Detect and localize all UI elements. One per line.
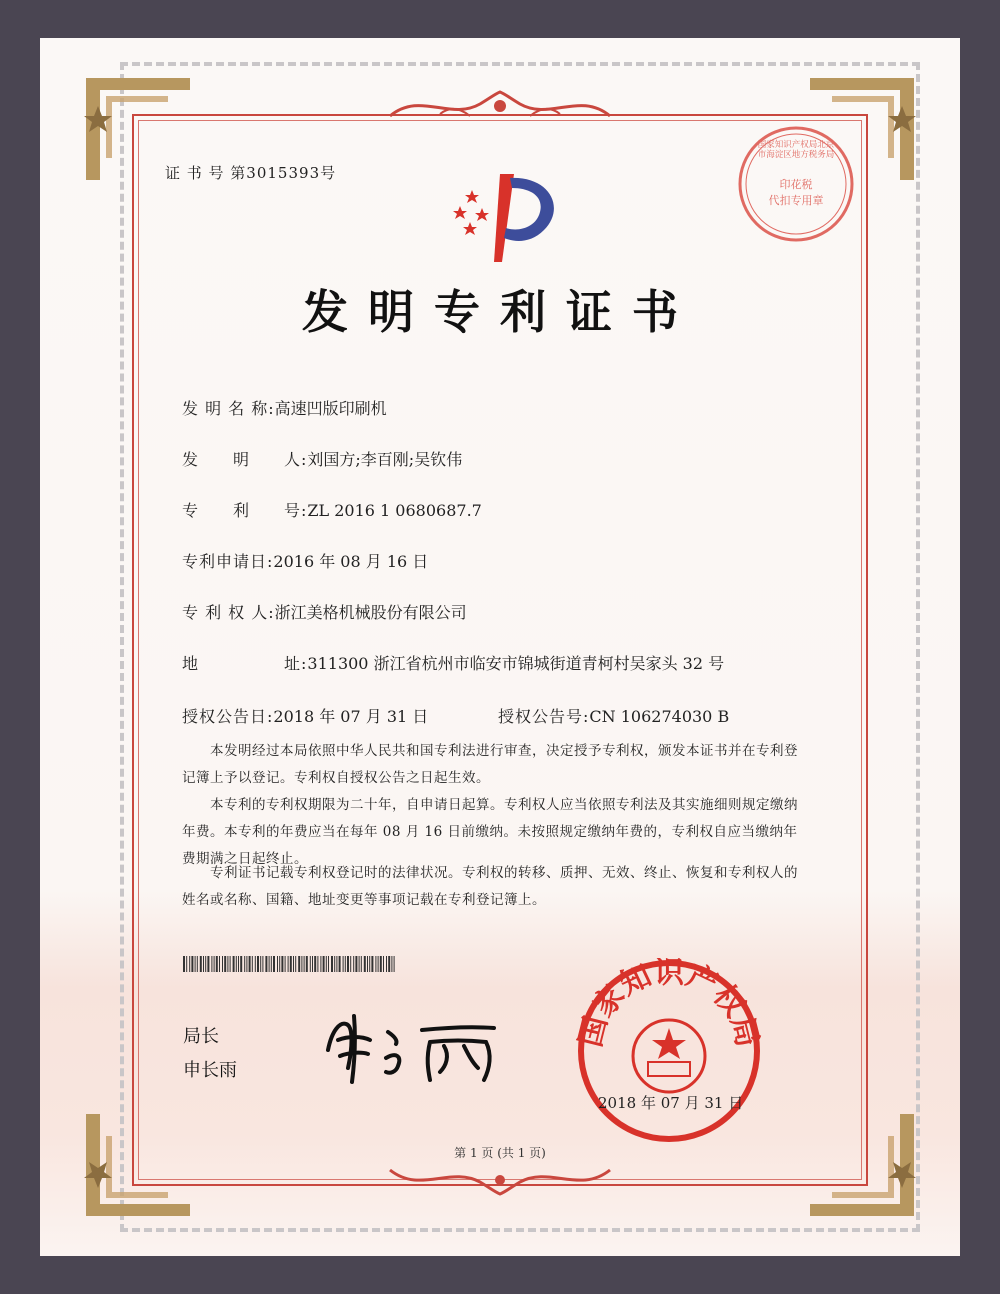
barcode-bar	[301, 956, 302, 972]
tax-stamp-line2: 代扣专用章	[768, 194, 824, 207]
grant-date-row	[182, 704, 428, 727]
barcode-bar	[314, 956, 316, 972]
barcode-bar	[320, 956, 321, 972]
signature-role: 局长	[183, 1026, 219, 1047]
paragraph-2: 本专利的专利权期限为二十年，自申请日起算。专利权人应当依照专利法及其实施细则规定缴纳年费。本专利的年费应当在每年 08 月 16 日前缴纳。未按照规定缴纳年费的，专利权自应当缴纳年费期满之日起终止。	[182, 797, 798, 867]
barcode-bar	[371, 956, 373, 972]
barcode-bar	[252, 956, 253, 972]
grant-number-label: 授权公告号:	[498, 707, 590, 726]
barcode-bar	[277, 956, 278, 972]
corner-ornament-bottom-right	[802, 1106, 922, 1226]
barcode-bar	[323, 956, 325, 972]
barcode-bar	[388, 956, 390, 972]
barcode-bar	[219, 956, 220, 972]
barcode-bar	[224, 956, 226, 972]
seal-text: 国家知识产权局	[576, 958, 762, 1051]
barcode-bar	[186, 956, 187, 972]
certificate-number: 证 书 号 第3015393号	[165, 164, 337, 182]
signature-name: 申长雨	[183, 1060, 237, 1081]
barcode-bar	[386, 956, 387, 972]
paragraph-1: 本发明经过本局依照中华人民共和国专利法进行审查，决定授予专利权，颁发本证书并在专利登记簿上予以登记。专利权自授权公告之日起生效。	[182, 743, 798, 786]
barcode-bar	[364, 956, 366, 972]
barcode-bar	[246, 956, 247, 972]
barcode-bar	[281, 956, 283, 972]
barcode-bar	[233, 956, 235, 972]
barcode-bar	[304, 956, 305, 972]
barcode-bar	[211, 956, 212, 972]
certificate-title: 发明专利证书	[302, 285, 698, 339]
barcode-bar	[240, 956, 242, 972]
field-value: 浙江美格机械股份有限公司	[274, 603, 467, 622]
barcode-bar	[183, 956, 185, 972]
barcode-bar	[269, 956, 270, 972]
barcode-bar	[290, 956, 292, 972]
grant-date-label: 授权公告日:	[182, 707, 274, 726]
field-label: 地 址:	[182, 654, 308, 673]
field-label: 发 明 人:	[182, 450, 308, 469]
barcode-bar	[285, 956, 286, 972]
barcode-bar	[312, 956, 313, 972]
barcode-bar	[191, 956, 193, 972]
barcode-bar	[257, 956, 259, 972]
field-row-address	[182, 651, 724, 674]
field-value: 刘国方;李百刚;吴钦伟	[307, 450, 463, 469]
top-scroll-ornament	[380, 86, 620, 126]
grant-number-row	[498, 704, 729, 727]
barcode-bar	[238, 956, 239, 972]
barcode-bar	[326, 956, 327, 972]
field-value: 311300 浙江省杭州市临安市锦城街道青柯村吴家头 32 号	[307, 654, 725, 673]
corner-ornament-bottom-left	[78, 1106, 198, 1226]
barcode-bar	[293, 956, 294, 972]
grant-date-value: 2018 年 07 月 31 日	[273, 707, 429, 726]
barcode-bar	[306, 956, 308, 972]
handwritten-signature	[318, 1010, 508, 1090]
field-value: 高速凹版印刷机	[274, 399, 387, 418]
barcode-bar	[378, 956, 379, 972]
barcode-bar	[345, 956, 346, 972]
barcode-bar	[391, 956, 392, 972]
tax-stamp-outer-text: 国家知识产权局北京市海淀区地方税务局	[757, 140, 835, 160]
barcode-bar	[230, 956, 231, 972]
field-row-filing-date	[182, 549, 428, 572]
barcode-bar	[353, 956, 354, 972]
barcode-bar	[260, 956, 261, 972]
barcode-bar	[359, 956, 360, 972]
barcode-bar	[216, 956, 218, 972]
tax-stamp-line1: 印花税	[779, 178, 813, 191]
tax-stamp	[736, 124, 856, 244]
barcode-bar	[331, 956, 333, 972]
barcode-bar	[271, 956, 272, 972]
field-row-invention-name	[182, 396, 387, 419]
page-number: 第 1 页 (共 1 页)	[454, 1146, 546, 1160]
barcode-bar	[222, 956, 223, 972]
barcode-bar	[375, 956, 376, 972]
barcode-bar	[279, 956, 280, 972]
field-row-inventors	[182, 447, 462, 470]
barcode-bar	[244, 956, 245, 972]
barcode-bar	[195, 956, 196, 972]
barcode-bar	[298, 956, 300, 972]
paragraph-3: 专利证书记载专利权登记时的法律状况。专利权的转移、质押、无效、终止、恢复和专利权人的姓名或名称、国籍、地址变更等事项记载在专利登记簿上。	[182, 865, 798, 908]
seal-date: 2018 年 07 月 31 日	[598, 1094, 744, 1112]
barcode-bar	[367, 956, 368, 972]
barcode-bar	[295, 956, 296, 972]
barcode-bar	[227, 956, 228, 972]
barcode-bar	[317, 956, 318, 972]
barcode-bar	[369, 956, 370, 972]
barcode-bar	[205, 956, 206, 972]
field-label: 发 明 名 称:	[182, 399, 275, 418]
barcode-bar	[255, 956, 256, 972]
barcode-bar	[189, 956, 190, 972]
barcode-bar	[334, 956, 335, 972]
field-label: 专 利 号:	[182, 501, 308, 520]
barcode-bar	[336, 956, 337, 972]
field-row-patentee	[182, 600, 467, 623]
barcode-bar	[262, 956, 263, 972]
grant-number-value: CN 106274030 B	[589, 707, 730, 726]
barcode-bar	[288, 956, 289, 972]
barcode-bar	[394, 956, 395, 972]
barcode-bar	[214, 956, 215, 972]
barcode-bar	[265, 956, 267, 972]
barcode-bar	[343, 956, 344, 972]
official-seal	[576, 958, 762, 1144]
field-value: 2016 年 08 月 16 日	[273, 552, 429, 571]
bottom-scroll-ornament	[380, 1164, 620, 1200]
field-value: ZL 2016 1 0680687.7	[307, 501, 482, 520]
barcode-bar	[355, 956, 357, 972]
barcode-bar	[361, 956, 362, 972]
barcode-bar	[347, 956, 349, 972]
barcode-bar	[207, 956, 209, 972]
barcode-bar	[236, 956, 237, 972]
patent-office-logo	[432, 168, 572, 268]
barcode-bar	[339, 956, 341, 972]
field-row-patent-number	[182, 498, 482, 521]
barcode-bar	[203, 956, 204, 972]
barcode-bar	[328, 956, 329, 972]
barcode-bar	[249, 956, 251, 972]
barcode-bar	[383, 956, 384, 972]
field-label: 专 利 权 人:	[182, 603, 275, 622]
barcode-bar	[310, 956, 311, 972]
field-label: 专利申请日:	[182, 552, 274, 571]
barcode-bar	[350, 956, 351, 972]
barcode	[183, 956, 398, 972]
barcode-bar	[380, 956, 382, 972]
barcode-bar	[197, 956, 198, 972]
barcode-bar	[200, 956, 202, 972]
barcode-bar	[273, 956, 275, 972]
